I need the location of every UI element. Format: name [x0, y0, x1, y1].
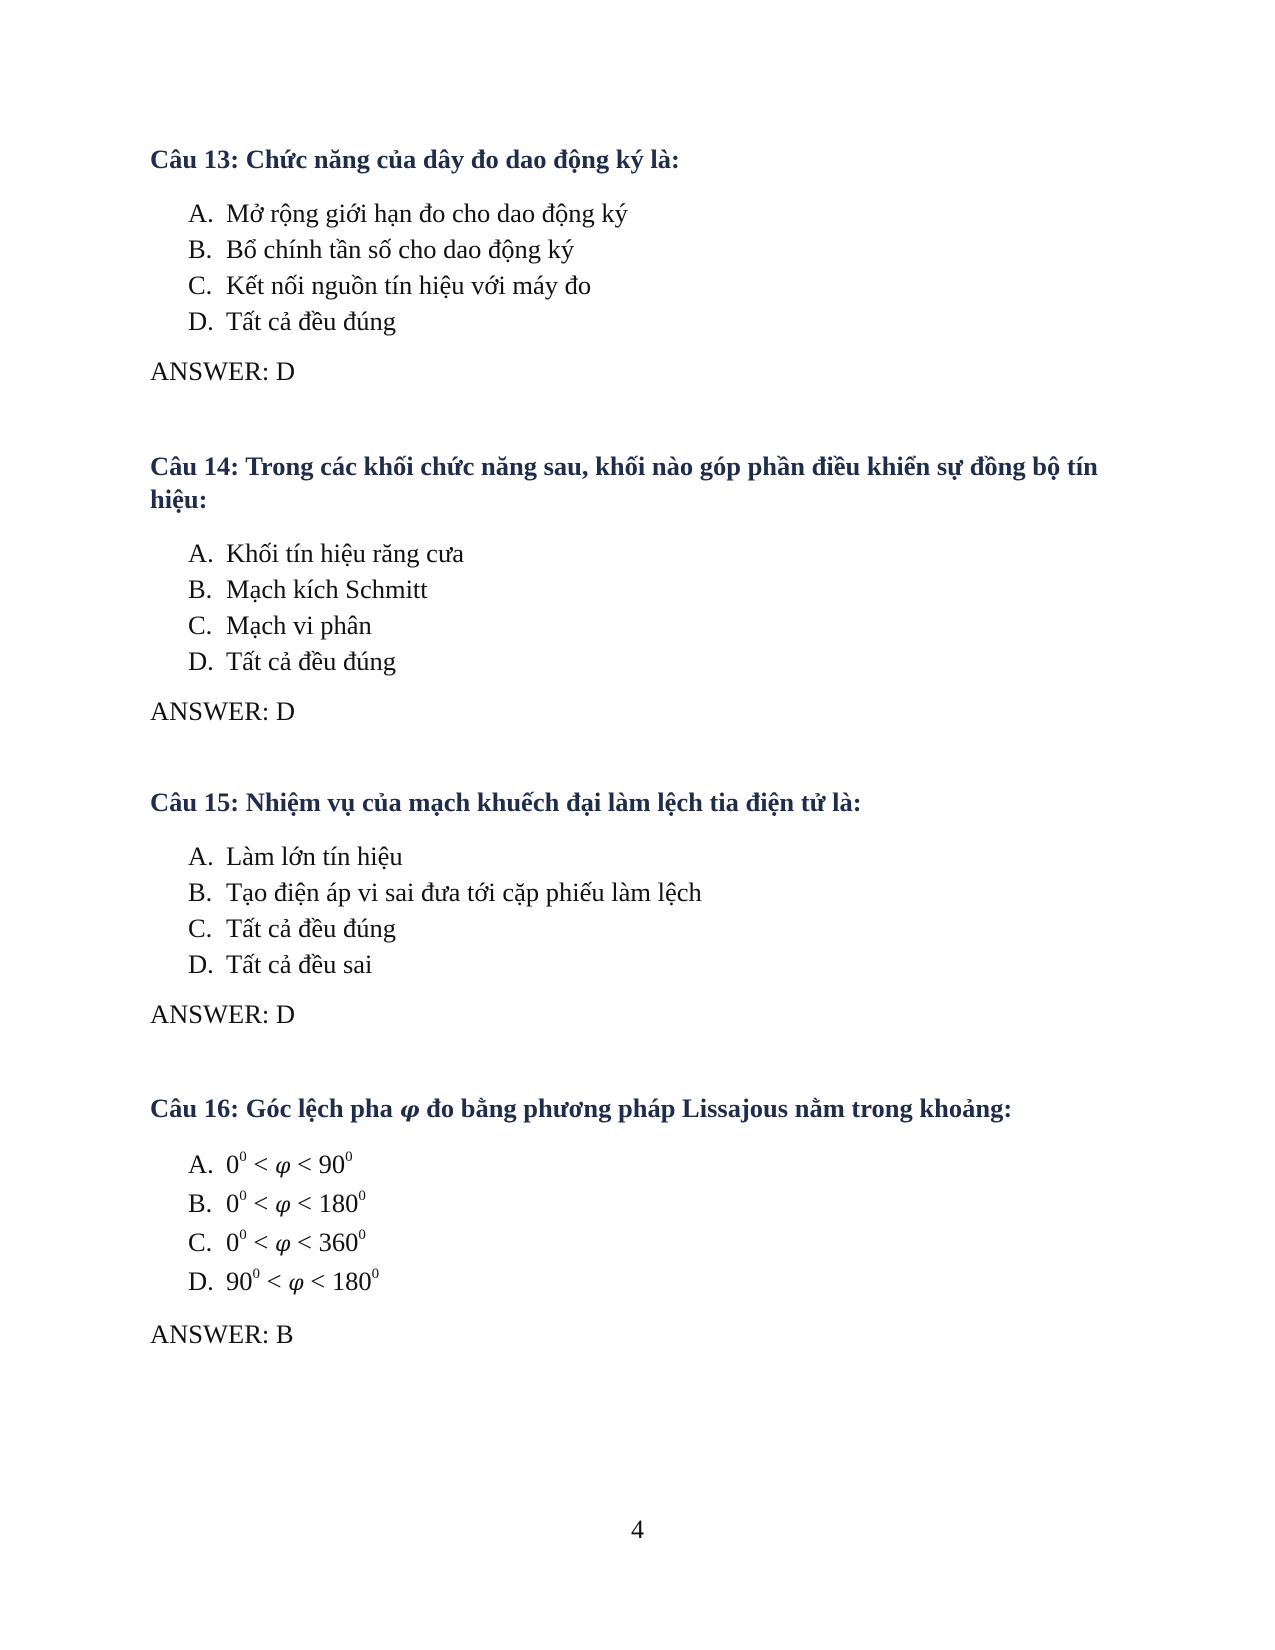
option-a — [188, 195, 1140, 231]
option-text: Làm lớn tín hiệu — [226, 841, 403, 871]
option-b — [188, 231, 1140, 267]
title-before: Câu 16: Góc lệch pha — [150, 1093, 400, 1123]
answer-line: ANSWER: D — [150, 356, 296, 386]
option-inequality — [226, 1146, 353, 1185]
degree-sup: 0 — [371, 1266, 380, 1283]
option-a — [188, 535, 1140, 571]
less-than: < — [253, 1188, 269, 1218]
answer-line: ANSWER: D — [150, 999, 296, 1029]
lower-bound: 90 — [226, 1266, 253, 1296]
degree-sup: 0 — [345, 1149, 353, 1166]
phi-symbol: φ — [274, 1232, 291, 1257]
option-inequality — [226, 1185, 366, 1224]
phi-symbol: φ — [274, 1154, 291, 1179]
option-inequality — [226, 1263, 379, 1302]
answer-line: ANSWER: D — [150, 696, 296, 726]
option-list — [188, 838, 1140, 982]
degree-sup: 0 — [239, 1149, 247, 1166]
option-letter: D. — [188, 306, 214, 336]
option-letter: A. — [188, 841, 214, 871]
question-14 — [150, 450, 1140, 729]
answer-line: ANSWER: B — [150, 1319, 294, 1349]
option-a — [188, 838, 1140, 874]
upper-bound: 180 — [331, 1266, 372, 1296]
degree-sup: 0 — [239, 1188, 247, 1205]
option-letter: B. — [188, 574, 213, 604]
option-text: Tạo điện áp vi sai đưa tới cặp phiếu làm lệch — [226, 877, 702, 907]
option-text: Mở rộng giới hạn đo cho dao động ký — [226, 198, 628, 228]
question-title: Câu 13: Chức năng của dây đo dao động ký là: — [150, 144, 680, 174]
option-d — [188, 946, 1140, 982]
option-b — [188, 1185, 1140, 1224]
option-a — [188, 1146, 1140, 1185]
phi-symbol: φ — [274, 1193, 291, 1218]
option-c — [188, 607, 1140, 643]
page-number: 4 — [631, 1515, 644, 1544]
upper-bound: 360 — [318, 1227, 359, 1257]
option-letter: B. — [188, 877, 213, 907]
option-letter: C. — [188, 270, 213, 300]
option-letter: B. — [188, 1188, 213, 1218]
title-after: đo bằng phương pháp Lissajous nằm trong khoảng: — [419, 1093, 1013, 1123]
upper-bound: 180 — [318, 1188, 359, 1218]
option-d — [188, 303, 1140, 339]
option-letter: C. — [188, 610, 213, 640]
phi-symbol: φ — [399, 1097, 420, 1123]
less-than: < — [296, 1227, 312, 1257]
option-b — [188, 571, 1140, 607]
degree-sup: 0 — [358, 1227, 366, 1244]
question-15 — [150, 786, 1140, 1032]
question-title: Câu 14: Trong các khối chức năng sau, khối nào góp phần điều khiển sự đồng bộ tín hiệu: — [150, 451, 1098, 514]
option-c — [188, 910, 1140, 946]
question-title — [150, 1092, 1140, 1127]
option-letter: C. — [188, 913, 213, 943]
option-text: Kết nối nguồn tín hiệu với máy đo — [226, 270, 592, 300]
option-text: Khối tín hiệu răng cưa — [226, 538, 465, 568]
option-text: Tất cả đều sai — [226, 949, 373, 979]
less-than: < — [296, 1149, 312, 1179]
option-text: Mạch vi phân — [226, 610, 372, 640]
option-letter: D. — [188, 646, 214, 676]
less-than: < — [310, 1266, 326, 1296]
lower-bound: 0 — [226, 1188, 240, 1218]
option-text: Bổ chính tần số cho dao động ký — [226, 234, 575, 264]
option-c — [188, 267, 1140, 303]
question-title: Câu 15: Nhiệm vụ của mạch khuếch đại làm lệch tia điện tử là: — [150, 787, 862, 817]
option-letter: A. — [188, 1149, 214, 1179]
option-letter: D. — [188, 1266, 214, 1296]
option-list — [188, 195, 1140, 339]
option-letter: B. — [188, 234, 213, 264]
option-inequality — [226, 1224, 366, 1263]
question-13 — [150, 143, 1140, 389]
option-letter: A. — [188, 198, 214, 228]
option-text: Tất cả đều đúng — [226, 306, 396, 336]
degree-sup: 0 — [252, 1266, 260, 1283]
option-d — [188, 1263, 1140, 1302]
less-than: < — [296, 1188, 312, 1218]
option-list — [188, 535, 1140, 679]
question-16 — [150, 1092, 1140, 1352]
option-letter: D. — [188, 949, 214, 979]
option-d — [188, 643, 1140, 679]
option-letter: A. — [188, 538, 214, 568]
lower-bound: 0 — [226, 1149, 240, 1179]
option-text: Tất cả đều đúng — [226, 913, 396, 943]
option-text: Mạch kích Schmitt — [226, 574, 428, 604]
less-than: < — [253, 1149, 269, 1179]
option-b — [188, 874, 1140, 910]
less-than: < — [266, 1266, 282, 1296]
less-than: < — [253, 1227, 269, 1257]
degree-sup: 0 — [358, 1188, 366, 1205]
degree-sup: 0 — [239, 1227, 247, 1244]
option-list — [188, 1146, 1140, 1302]
option-text: Tất cả đều đúng — [226, 646, 396, 676]
option-letter: C. — [188, 1227, 213, 1257]
upper-bound: 90 — [318, 1149, 346, 1179]
lower-bound: 0 — [226, 1227, 240, 1257]
option-c — [188, 1224, 1140, 1263]
phi-symbol: φ — [288, 1271, 304, 1296]
